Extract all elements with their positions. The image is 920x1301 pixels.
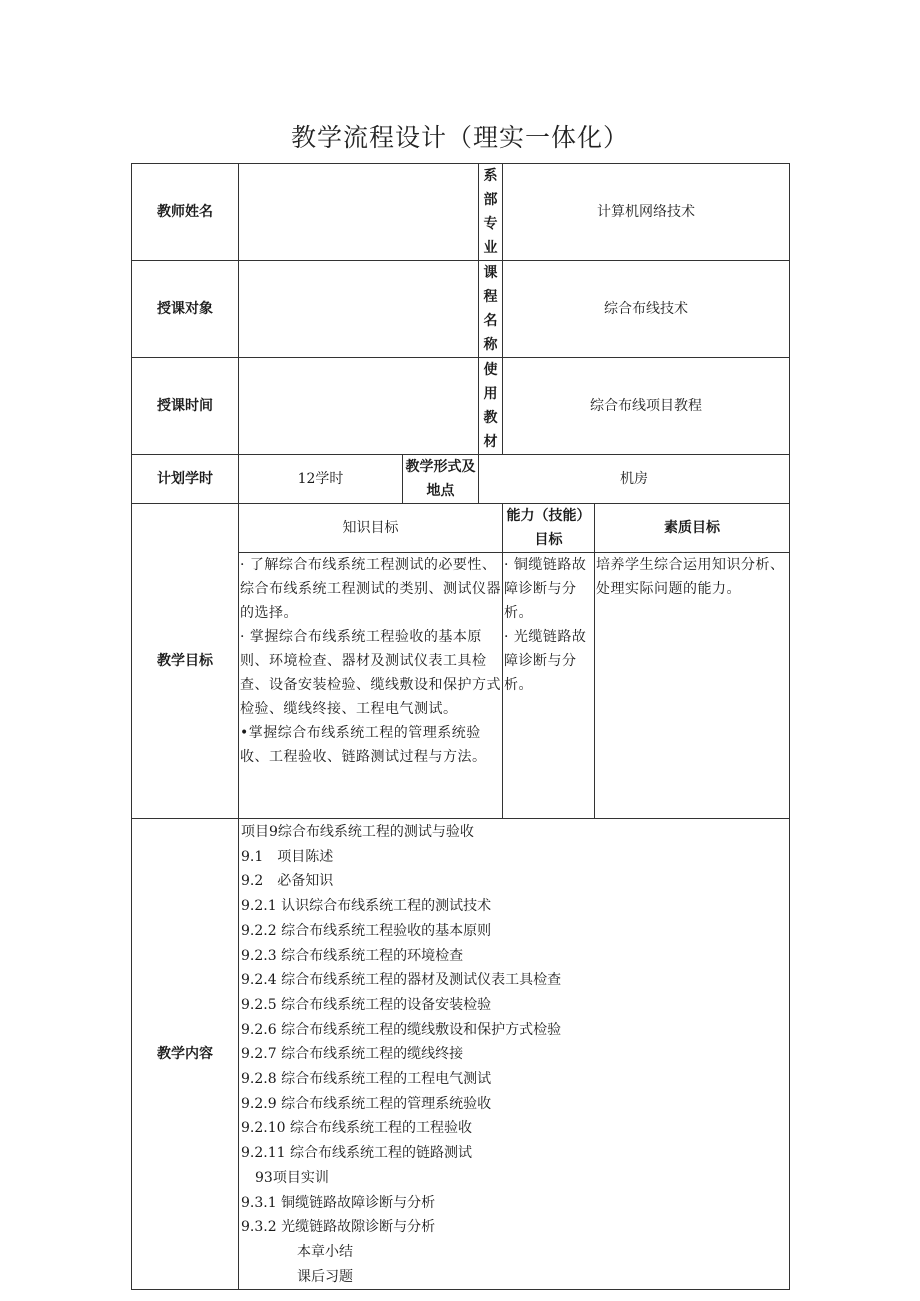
content-outline xyxy=(239,819,789,1289)
planned-hours-label: 计划学时 xyxy=(132,455,239,504)
department-label: 系部专业 xyxy=(479,164,503,261)
knowledge-goals-cell xyxy=(239,553,503,819)
content-line: 9.2.9 综合布线系统工程的管理系统验收 xyxy=(241,1095,492,1112)
quality-goals-cell xyxy=(595,553,790,819)
teaching-content-cell xyxy=(239,819,790,1290)
page-title: 教学流程设计（理实一体化） xyxy=(290,123,629,152)
ability-goals-cell xyxy=(503,553,595,819)
ability-goal-item: · 铜缆链路故障诊断与分析。 xyxy=(504,557,587,621)
content-line: 项目9综合布线系统工程的测试与验收 xyxy=(241,824,474,840)
class-time-field[interactable] xyxy=(239,358,479,455)
content-line: 9.2.3 综合布线系统工程的环境检查 xyxy=(241,947,464,964)
ability-goal-item: · 光缆链路故障诊断与分析。 xyxy=(504,629,587,693)
knowledge-goal-item: · 掌握综合布线系统工程验收的基本原则、环境检查、器材及测试仪表工具检查、设备安装检验、缆线敷设和保护方式检验、缆线终接、工程电气测试。 xyxy=(240,629,501,717)
content-line: 9.2.5 综合布线系统工程的设备安装检验 xyxy=(241,996,492,1013)
content-line: 9.2.6 综合布线系统工程的缆线敷设和保护方式检验 xyxy=(241,1021,562,1038)
content-line: 9.1 项目陈述 xyxy=(241,848,334,865)
teaching-content-label: 教学内容 xyxy=(132,819,239,1290)
row-time xyxy=(132,358,790,455)
course-name-value: 综合布线技术 xyxy=(503,261,790,358)
course-name-label: 课程名称 xyxy=(479,261,503,358)
row-content xyxy=(132,819,790,1290)
row-audience xyxy=(132,261,790,358)
planned-hours-value: 12学时 xyxy=(239,455,403,504)
teaching-plan-table xyxy=(131,163,790,1290)
textbook-value: 综合布线项目教程 xyxy=(503,358,790,455)
content-line: 课后习题 xyxy=(297,1268,353,1285)
content-line: 9.2.1 认识综合布线系统工程的测试技术 xyxy=(241,898,492,915)
audience-label: 授课对象 xyxy=(132,261,239,358)
ability-goals-header: 能力（技能）目标 xyxy=(503,504,595,553)
teaching-goals-label: 教学目标 xyxy=(132,504,239,819)
quality-goal-text: 培养学生综合运用知识分析、处理实际问题的能力。 xyxy=(596,557,785,597)
teaching-form-value: 机房 xyxy=(479,455,790,504)
content-line: 9.2.8 综合布线系统工程的工程电气测试 xyxy=(241,1071,492,1088)
row-teacher xyxy=(132,164,790,261)
teacher-name-label: 教师姓名 xyxy=(132,164,239,261)
audience-field[interactable] xyxy=(239,261,479,358)
content-line: 本章小结 xyxy=(297,1243,353,1260)
knowledge-goals-header: 知识目标 xyxy=(239,504,503,553)
content-line: 9.2.7 综合布线系统工程的缆线终接 xyxy=(241,1046,464,1063)
content-line: 9.2.4 综合布线系统工程的器材及测试仪表工具检查 xyxy=(241,972,562,989)
content-line: 9.2.10 综合布线系统工程的工程验收 xyxy=(241,1120,472,1137)
knowledge-goal-item: · 了解综合布线系统工程测试的必要性、综合布线系统工程测试的类别、测试仪器的选择。 xyxy=(240,557,501,621)
content-line: 9.3.2 光缆链路故隙诊断与分析 xyxy=(241,1219,436,1236)
textbook-label: 使用教材 xyxy=(479,358,503,455)
department-value: 计算机网络技术 xyxy=(503,164,790,261)
class-time-label: 授课时间 xyxy=(132,358,239,455)
content-line: 9.3.1 铜缆链路故障诊断与分析 xyxy=(241,1194,436,1211)
knowledge-goal-item: •掌握综合布线系统工程的管理系统验收、工程验收、链路测试过程与方法。 xyxy=(240,725,487,765)
teacher-name-field[interactable] xyxy=(239,164,479,261)
row-goals-header xyxy=(132,504,790,553)
teaching-form-label: 教学形式及地点 xyxy=(403,455,479,504)
content-line: 9.2.11 综合布线系统工程的链路测试 xyxy=(241,1145,472,1162)
quality-goals-header: 素质目标 xyxy=(595,504,790,553)
content-line: 9.2 必备知识 xyxy=(241,873,334,890)
row-hours xyxy=(132,455,790,504)
content-line: 93项目实训 xyxy=(255,1169,329,1186)
content-line: 9.2.2 综合布线系统工程验收的基本原则 xyxy=(241,922,492,939)
